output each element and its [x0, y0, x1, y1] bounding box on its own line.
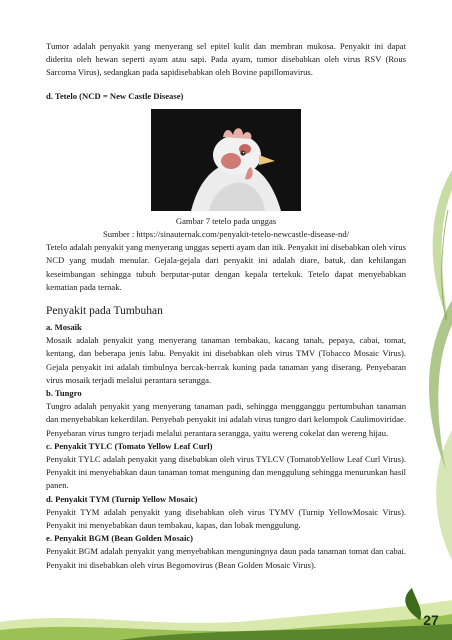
figure-caption: Gambar 7 tetelo pada unggas — [175, 215, 277, 226]
page-number: 27 — [423, 612, 439, 628]
tetelo-heading: d. Tetelo (NCD = New Castle Disease) — [46, 90, 184, 101]
item-text-bgm: Penyakit BGM adalah penyakit yang menyebabkan menguningnya daun pada tanaman tomat dan cabai. Penyakit ini disebabkan oleh virus Begomovirus (Bean Golden Mosaic Virus). — [46, 546, 406, 570]
item-text-tungro: Tungro adalah penyakit yang menyerang tanaman padi, sehingga mengganggu pertumbuhan tanaman dan menyebabkan kekerdilan. Penyebab penyakit ini adalah virus tungro dari kelompok Caulimoviridae. Penyebaran virus tungro terjadi melalui perantara serangga, yaitu wereng cokelat dan wereng hijau. — [46, 401, 406, 438]
footer-wave-decoration — [0, 580, 452, 640]
item-heading-bgm: e. Penyakit BGM (Bean Golden Mosaic) — [46, 533, 194, 544]
item-heading-tym: d. Penyakit TYM (Turnip Yellow Mosaic) — [46, 493, 198, 504]
tumor-paragraph: Tumor adalah penyakit yang menyerang sel epitel kulit dan membran mukosa. Penyakit ini dapat diderita oleh hewan seperti ayam atau sapi. Pada ayam, tumor disebabkan oleh virus RSV (Rous Sarcoma Virus), sedangkan pada sapidisebabkan oleh Bovine papillomavirus. — [46, 41, 406, 78]
item-heading-tungro: b. Tungro — [46, 388, 82, 399]
leaf-decoration-right — [418, 150, 452, 570]
tetelo-paragraph: Tetelo adalah penyakit yang menyerang unggas seperti ayam dan itik. Penyakit ini disebabkan oleh virus NCD yang mudah menular. Gejala-gejala dari penyakit ini adalah diare, batuk, dan kehilangan keseimbangan sehingga tubuh berputar-putar dengan kepala tertekuk. Tetelo dapat menyebabkan kematian pada ternak. — [46, 242, 406, 292]
item-text-tylc: Penyakit TYLC adalah penyakit yang disebabkan oleh virus TYLCV (TomatobYellow Leaf Curl Virus). Penyakit ini menyebabkan daun tanaman tomat menguning dan menggulung sehingga menurunkan hasil panen. — [46, 454, 406, 491]
item-text-mosaik: Mosaik adalah penyakit yang menyerang tanaman tembakau, kacang tanah, pepaya, cabai, tomat, kentang, dan beberapa jenis labu. Penyakit ini disebabkan oleh virus TMV (Tobacco Mosaic Virus). Gejala penyakit ini adalah timbulnya bercak-bercak kuning pada tanaman yang diserang. Penyebaran virus mosaik terjadi melalui perantara serangga. — [46, 335, 406, 385]
section-title: Penyakit pada Tumbuhan — [46, 305, 163, 318]
item-heading-tylc: c. Penyakit TYLC (Tomato Yellow Leaf Curl) — [46, 440, 213, 451]
page-content — [46, 40, 406, 572]
figure-source: Sumber : https://sinauternak.com/penyakit-tetelo-newcastle-disease-nd/ — [102, 229, 350, 240]
chicken-photo — [151, 109, 301, 211]
item-text-tym: Penyakit TYM adalah penyakit yang disebabkan oleh virus TYMV (Turnip YellowMosaic Virus). Penyakit ini menyebabkan daun tembakau, kapas, dan lobak menggulung. — [46, 506, 406, 531]
item-heading-mosaik: a. Mosaik — [46, 322, 82, 333]
